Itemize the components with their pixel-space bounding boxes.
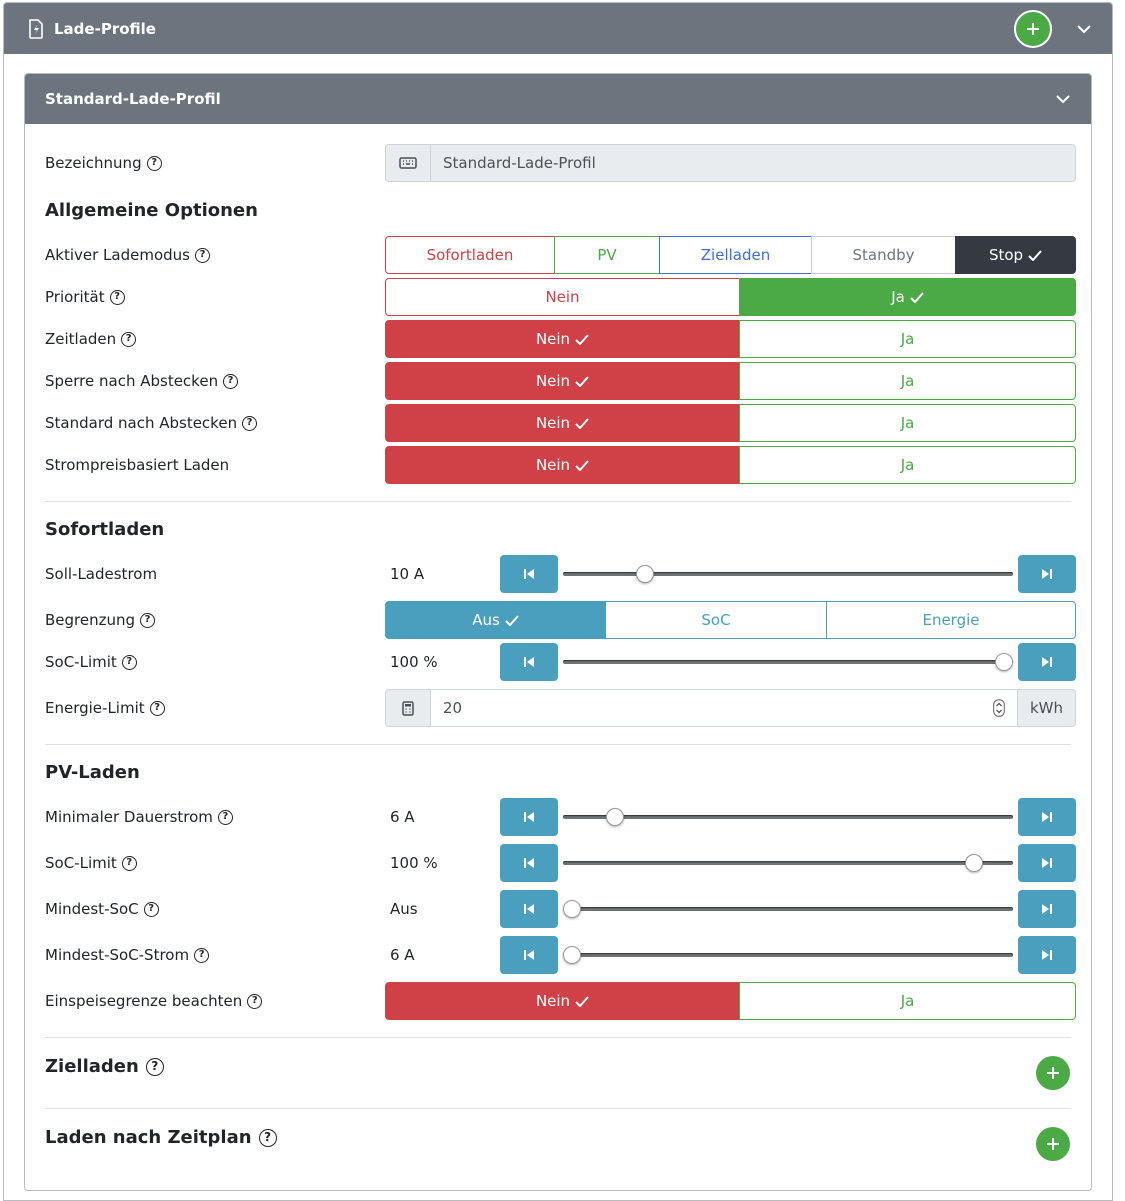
decrease-button[interactable] [500, 844, 558, 882]
min-dauerstrom-label: Minimaler Dauerstrom [45, 808, 213, 826]
increase-button[interactable] [1018, 798, 1076, 836]
decrease-button[interactable] [500, 798, 558, 836]
slider-track[interactable] [563, 844, 1013, 882]
help-icon[interactable]: ? [247, 994, 262, 1009]
lade-profile-panel [3, 2, 1113, 1201]
sofort-soc-limit-label: SoC-Limit [45, 653, 117, 671]
slider-track[interactable] [563, 890, 1013, 928]
strompreis-ja-button[interactable]: Ja [739, 446, 1076, 484]
decrease-button[interactable] [500, 555, 558, 593]
check-icon [1028, 250, 1042, 261]
mindest-soc-strom-label: Mindest-SoC-Strom [45, 946, 190, 964]
min-dauerstrom-row [45, 798, 1076, 836]
lade-profile-title: Lade-Profile [54, 19, 156, 38]
soll-ladestrom-label: Soll-Ladestrom [45, 565, 158, 583]
mode-zielladen-button[interactable]: Zielladen [659, 236, 812, 274]
increase-button[interactable] [1018, 936, 1076, 974]
slider-track[interactable] [563, 798, 1013, 836]
divider [45, 744, 1071, 745]
einspeisegrenze-nein-button[interactable]: Nein [385, 982, 740, 1020]
prioritaet-ja-button[interactable]: Ja [739, 278, 1076, 316]
slider-thumb[interactable] [563, 946, 581, 964]
min-dauerstrom-value: 6 A [390, 808, 415, 826]
standard-label: Standard nach Abstecken [45, 414, 238, 432]
soll-ladestrom-row [45, 555, 1076, 593]
divider [45, 1037, 1071, 1038]
chevron-down-icon [1056, 94, 1070, 104]
einspeisegrenze-group [385, 982, 1076, 1020]
document-charge-icon [28, 19, 44, 39]
check-icon [575, 376, 589, 387]
slider-thumb[interactable] [636, 565, 654, 583]
step-backward-icon [523, 656, 535, 668]
slider-track[interactable] [563, 555, 1013, 593]
pv-soc-limit-slider [500, 844, 1076, 882]
divider [45, 501, 1071, 502]
zeitladen-nein-button[interactable]: Nein [385, 320, 740, 358]
allgemeine-optionen-heading: Allgemeine Optionen [45, 200, 258, 221]
collapse-panel-toggle[interactable] [1076, 21, 1092, 37]
sperre-row [45, 362, 1076, 400]
min-dauerstrom-slider [500, 798, 1076, 836]
energie-limit-row [45, 689, 1076, 727]
standard-group [385, 404, 1076, 442]
sperre-nein-button[interactable]: Nein [385, 362, 740, 400]
begrenzung-group [385, 601, 1076, 639]
step-backward-icon [523, 568, 535, 580]
standard-nein-button[interactable]: Nein [385, 404, 740, 442]
help-icon[interactable]: ? [194, 948, 209, 963]
profile-card-title: Standard-Lade-Profil [45, 90, 221, 108]
strompreis-nein-button[interactable]: Nein [385, 446, 740, 484]
check-icon [575, 996, 589, 1007]
begrenzung-aus-button[interactable]: Aus [385, 601, 606, 639]
zeitladen-ja-button[interactable]: Ja [739, 320, 1076, 358]
help-icon[interactable]: ? [259, 1129, 277, 1147]
standard-row [45, 404, 1076, 442]
check-icon [505, 615, 519, 626]
step-backward-icon [523, 903, 535, 915]
help-icon[interactable]: ? [146, 1058, 164, 1076]
begrenzung-row [45, 601, 1076, 639]
step-forward-icon [1041, 811, 1053, 823]
decrease-button[interactable] [500, 936, 558, 974]
plus-icon [1025, 21, 1041, 37]
decrease-button[interactable] [500, 890, 558, 928]
sperre-ja-button[interactable]: Ja [739, 362, 1076, 400]
pv-soc-limit-row [45, 844, 1076, 882]
lade-profile-header[interactable] [4, 3, 1112, 54]
slider-thumb[interactable] [606, 808, 624, 826]
lademodus-row [45, 236, 1076, 274]
begrenzung-label: Begrenzung [45, 611, 136, 629]
calculator-icon [385, 689, 431, 727]
slider-track[interactable] [563, 643, 1013, 681]
sperre-label: Sperre nach Abstecken [45, 372, 219, 390]
step-forward-icon [1041, 656, 1053, 668]
step-forward-icon [1041, 568, 1053, 580]
prioritaet-label: Priorität [45, 288, 105, 306]
spinner-icon[interactable] [993, 699, 1005, 717]
help-icon[interactable]: ? [150, 701, 165, 716]
zeitladen-group [385, 320, 1076, 358]
sofort-soc-limit-value: 100 % [390, 653, 438, 671]
mindest-soc-strom-row [45, 936, 1076, 974]
einspeisegrenze-ja-button[interactable]: Ja [739, 982, 1076, 1020]
help-icon[interactable]: ? [122, 655, 137, 670]
energie-limit-input-group [385, 689, 1076, 727]
energie-limit-label: Energie-Limit [45, 699, 145, 717]
mindest-soc-slider [500, 890, 1076, 928]
energie-limit-input[interactable] [431, 689, 1018, 727]
pv-laden-heading: PV-Laden [45, 762, 140, 783]
soll-ladestrom-slider [500, 555, 1076, 593]
pv-soc-limit-value: 100 % [390, 854, 438, 872]
prioritaet-group [385, 278, 1076, 316]
zeitladen-row [45, 320, 1076, 358]
strompreis-group [385, 446, 1076, 484]
strompreis-row [45, 446, 1076, 484]
plus-icon [1046, 1066, 1060, 1080]
decrease-button[interactable] [500, 643, 558, 681]
help-icon[interactable]: ? [147, 156, 162, 171]
zeitplan-heading: Laden nach Zeitplan ? [45, 1127, 277, 1148]
bezeichnung-input[interactable]: Standard-Lade-Profil [431, 144, 1076, 182]
help-icon[interactable]: ? [144, 902, 159, 917]
bezeichnung-row [45, 144, 1076, 182]
strompreis-label: Strompreisbasiert Laden [45, 456, 230, 474]
mindest-soc-value: Aus [390, 900, 418, 918]
pv-soc-limit-label: SoC-Limit [45, 854, 117, 872]
einspeisegrenze-label: Einspeisegrenze beachten [45, 992, 243, 1010]
help-icon[interactable]: ? [121, 332, 136, 347]
add-profile-button[interactable] [1014, 10, 1052, 48]
sofort-soc-limit-slider [500, 643, 1076, 681]
step-backward-icon [523, 857, 535, 869]
energie-limit-unit: kWh [1018, 689, 1076, 727]
help-icon[interactable]: ? [242, 416, 257, 431]
add-zeitplan-button[interactable] [1036, 1127, 1070, 1161]
mode-standby-button[interactable]: Standby [811, 236, 956, 274]
lademodus-label: Aktiver Lademodus [45, 246, 190, 264]
soll-ladestrom-value: 10 A [390, 565, 425, 583]
plus-icon [1046, 1137, 1060, 1151]
sofort-soc-limit-row [45, 643, 1076, 681]
step-backward-icon [523, 811, 535, 823]
profile-card [24, 73, 1092, 1191]
check-icon [910, 292, 924, 303]
help-icon[interactable]: ? [122, 856, 137, 871]
mode-pv-button[interactable]: PV [554, 236, 660, 274]
profile-card-header[interactable] [25, 74, 1091, 124]
step-forward-icon [1041, 903, 1053, 915]
standard-ja-button[interactable]: Ja [739, 404, 1076, 442]
einspeisegrenze-row [45, 982, 1076, 1020]
step-forward-icon [1041, 857, 1053, 869]
mindest-soc-strom-value: 6 A [390, 946, 415, 964]
bezeichnung-input-group [385, 144, 1076, 182]
sperre-group [385, 362, 1076, 400]
mindest-soc-label: Mindest-SoC [45, 900, 139, 918]
begrenzung-soc-button[interactable]: SoC [605, 601, 827, 639]
increase-button[interactable] [1018, 890, 1076, 928]
chevron-down-icon [1077, 24, 1091, 34]
slider-thumb[interactable] [995, 653, 1013, 671]
step-backward-icon [523, 949, 535, 961]
increase-button[interactable] [1018, 555, 1076, 593]
increase-button[interactable] [1018, 844, 1076, 882]
check-icon [575, 418, 589, 429]
mode-sofortladen-button[interactable]: Sofortladen [385, 236, 555, 274]
help-icon[interactable]: ? [140, 613, 155, 628]
step-forward-icon [1041, 949, 1053, 961]
check-icon [575, 460, 589, 471]
add-zielladen-button[interactable] [1036, 1056, 1070, 1090]
mindest-soc-row [45, 890, 1076, 928]
prioritaet-nein-button[interactable]: Nein [385, 278, 740, 316]
lademodus-group [385, 236, 1076, 274]
divider [45, 1108, 1071, 1109]
energie-limit-value: 20 [443, 699, 463, 717]
slider-thumb[interactable] [563, 900, 581, 918]
help-icon[interactable]: ? [223, 374, 238, 389]
mode-stop-button[interactable]: Stop [955, 236, 1076, 274]
help-icon[interactable]: ? [110, 290, 125, 305]
collapse-card-toggle[interactable] [1055, 91, 1071, 107]
increase-button[interactable] [1018, 643, 1076, 681]
keyboard-icon [385, 144, 431, 182]
zeitladen-label: Zeitladen [45, 330, 117, 348]
zielladen-heading: Zielladen ? [45, 1056, 164, 1077]
slider-thumb[interactable] [965, 854, 983, 872]
mindest-soc-strom-slider [500, 936, 1076, 974]
prioritaet-row [45, 278, 1076, 316]
bezeichnung-label: Bezeichnung [45, 154, 142, 172]
begrenzung-energie-button[interactable]: Energie [826, 601, 1076, 639]
slider-track[interactable] [563, 936, 1013, 974]
sofortladen-heading: Sofortladen [45, 519, 165, 540]
help-icon[interactable]: ? [218, 810, 233, 825]
help-icon[interactable]: ? [195, 248, 210, 263]
check-icon [575, 334, 589, 345]
